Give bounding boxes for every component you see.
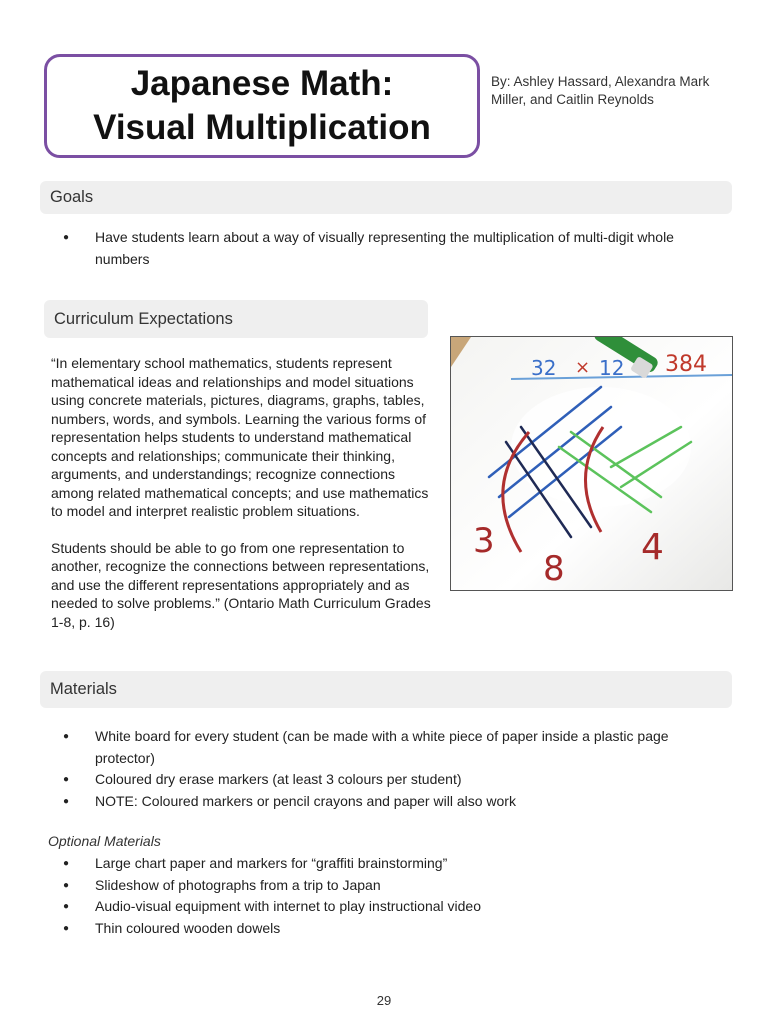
quote-paragraph-1: “In elementary school mathematics, students represent mathematical ideas and relationships and model situations using concrete materials, pictures, diagrams, graphs, tables, numbers, words, and symbols. Learning the various forms of representation helps students to understand mathematical concepts and relationships; communicate their thinking, arguments, and understandings; recognize connections among related mathematical concepts; and use mathematics to model and interpret realistic problem situations.	[51, 355, 429, 519]
digit-bottom: 8	[543, 549, 565, 589]
optional-item: ● Thin coloured wooden dowels	[63, 918, 723, 940]
materials-item: ● NOTE: Coloured markers or pencil crayons and paper will also work	[63, 791, 723, 813]
materials-item: ● White board for every student (can be made with a white piece of paper inside a plastic page protector)	[63, 726, 723, 769]
curriculum-quote	[51, 354, 431, 649]
optional-item: ● Slideshow of photographs from a trip to Japan	[63, 875, 723, 897]
equation-right: 12	[599, 356, 625, 380]
page-number: 29	[376, 993, 392, 1008]
materials-list	[63, 726, 723, 812]
title-box	[44, 54, 480, 158]
optional-materials-list	[63, 853, 723, 939]
whiteboard-photo	[450, 336, 733, 591]
curriculum-heading: Curriculum Expectations	[44, 300, 428, 338]
materials-heading: Materials	[40, 671, 732, 708]
title-line-2: Visual Multiplication	[93, 108, 431, 147]
authors: By: Ashley Hassard, Alexandra Mark Miller, and Caitlin Reynolds	[491, 74, 710, 107]
optional-materials-label: Optional Materials	[48, 833, 161, 849]
title-line-1: Japanese Math:	[130, 64, 394, 103]
digit-right: 4	[641, 527, 664, 568]
digit-left: 3	[473, 521, 495, 561]
materials-item: ● Coloured dry erase markers (at least 3 colours per student)	[63, 769, 723, 791]
goals-item: ● Have students learn about a way of visually representing the multiplication of multi-digit whole numbers	[63, 227, 723, 270]
optional-item: ● Audio-visual equipment with internet to play instructional video	[63, 896, 723, 918]
optional-item: ● Large chart paper and markers for “graffiti brainstorming”	[63, 853, 723, 875]
equation-left: 32	[531, 356, 557, 380]
answer-digits: 384	[665, 352, 707, 377]
equation-op: ×	[575, 357, 591, 378]
quote-paragraph-2: Students should be able to go from one representation to another, recognize the connections between representations, and use the different representations appropriately and as needed to solve problems.” (Ontario Math Curriculum Grades 1-8, p. 16)	[51, 539, 431, 630]
goals-list	[63, 227, 723, 270]
goals-heading: Goals	[40, 181, 732, 214]
